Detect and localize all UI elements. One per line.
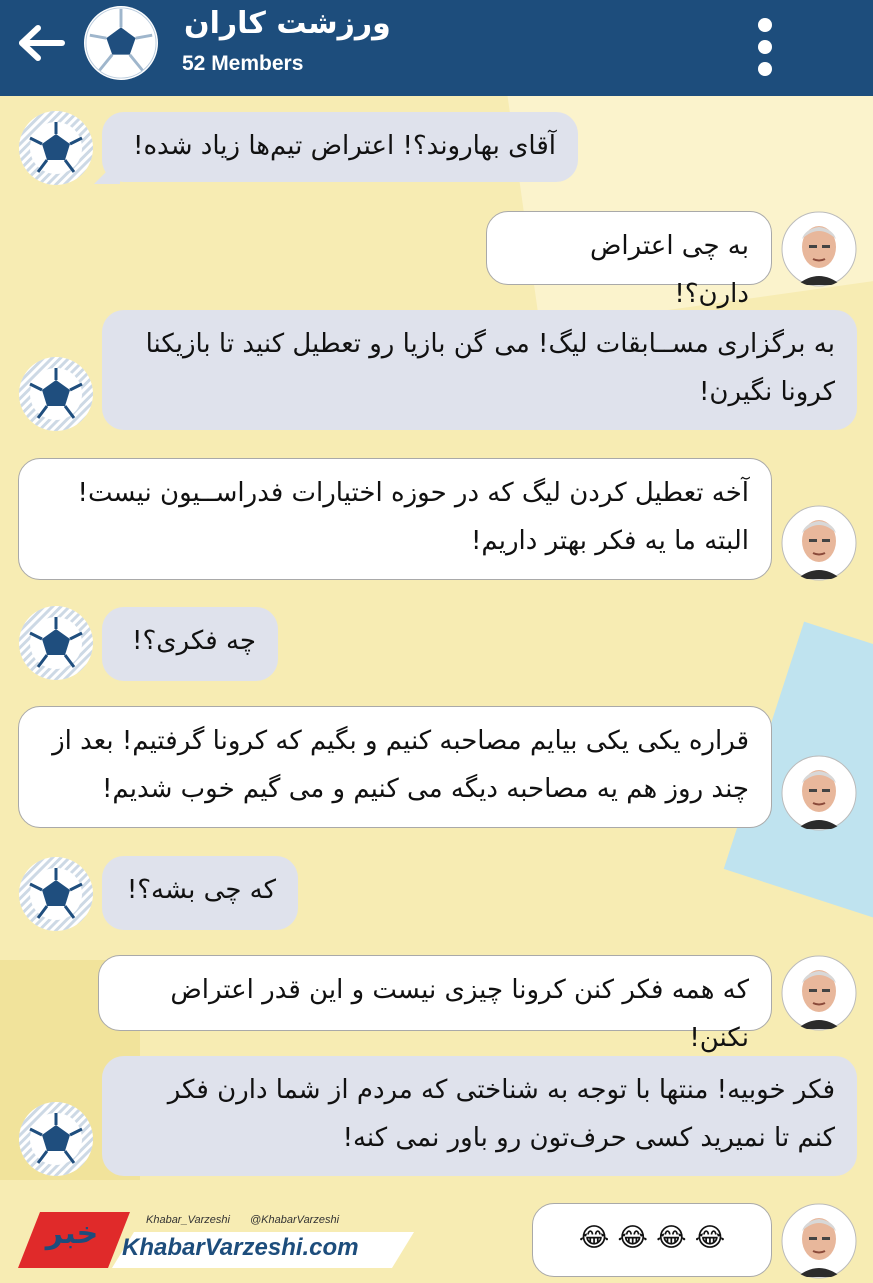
sender-avatar[interactable]: [781, 505, 857, 581]
message-bubble[interactable]: [102, 310, 857, 430]
message-text: که چی بشه؟!: [126, 875, 276, 905]
more-menu-button[interactable]: [748, 14, 782, 80]
portrait-avatar: [781, 211, 857, 287]
chat-header: [0, 0, 873, 96]
sender-avatar[interactable]: [18, 856, 94, 932]
message-bubble[interactable]: [486, 211, 772, 309]
soccer-ball-icon: [18, 856, 94, 932]
soccer-ball-icon: [18, 1101, 94, 1177]
soccer-ball-icon: [84, 6, 158, 80]
message-bubble[interactable]: [102, 1056, 857, 1176]
message-text: فکر خوبیه! منتها با توجه به شناختی که مردم از شما دارن فکر کنم تا نمیرید کسی حرف‌تون رو باور نمی کنه!: [167, 1075, 835, 1153]
sender-avatar[interactable]: [781, 1203, 857, 1279]
sender-avatar[interactable]: [781, 755, 857, 831]
message-bubble[interactable]: [102, 112, 578, 182]
back-button[interactable]: [16, 18, 66, 68]
message-text: 😂 😂 😂 😂: [578, 1223, 726, 1253]
message-bubble[interactable]: [102, 856, 298, 930]
message-text: که همه فکر کنن کرونا چیزی نیست و این قدر اعتراض نکنن!: [170, 975, 749, 1053]
instagram-handle: @KhabarVarzeshi: [250, 1214, 340, 1226]
message-bubble[interactable]: [18, 458, 772, 580]
logo-en-text: KhabarVarzeshi.com: [122, 1234, 359, 1261]
message-bubble[interactable]: [102, 607, 278, 681]
sender-avatar[interactable]: [18, 1101, 94, 1177]
message-text: چه فکری؟!: [132, 626, 256, 656]
khabar-varzeshi-logo: [18, 1212, 418, 1268]
portrait-avatar: [781, 1203, 857, 1279]
portrait-avatar: [781, 755, 857, 831]
message-bubble[interactable]: [98, 955, 772, 1053]
message-text: قراره یکی یکی بیایم مصاحبه کنیم و بگیم که کرونا گرفتیم! بعد از چند روز هم یه مصاحبه دیگه می کنیم و می گیم خوب شدیم!: [52, 726, 749, 804]
arrow-left-icon: [16, 18, 66, 68]
soccer-ball-icon: [18, 605, 94, 681]
message-text: آخه تعطیل کردن لیگ که در حوزه اختیارات فدراســیون نیست! البته ما یه فکر بهتر داریم!: [77, 478, 749, 556]
message-text: به چی اعتراض دارن؟!: [589, 231, 749, 309]
sender-avatar[interactable]: [18, 110, 94, 186]
telegram-handle: Khabar_Varzeshi: [146, 1214, 230, 1226]
sender-avatar[interactable]: [781, 955, 857, 1031]
message-bubble[interactable]: [18, 706, 772, 828]
member-count: 52 Members: [182, 52, 304, 75]
message-text: آقای بهاروند؟! اعتراض تیم‌ها زیاد شده!: [133, 131, 556, 161]
group-title: ورزشت کاران: [184, 6, 391, 41]
logo-fa-text: خبر: [45, 1216, 99, 1251]
sender-avatar[interactable]: [18, 356, 94, 432]
soccer-ball-icon: [18, 356, 94, 432]
portrait-avatar: [781, 955, 857, 1031]
portrait-avatar: [781, 505, 857, 581]
group-avatar[interactable]: [84, 6, 158, 80]
soccer-ball-icon: [18, 110, 94, 186]
sender-avatar[interactable]: [18, 605, 94, 681]
message-text: به برگزاری مســابقات لیگ! می گن بازیا رو تعطیل کنید تا بازیکنا کرونا نگیرن!: [145, 329, 835, 407]
sender-avatar[interactable]: [781, 211, 857, 287]
more-vertical-icon: [758, 18, 772, 32]
message-bubble[interactable]: [532, 1203, 772, 1277]
